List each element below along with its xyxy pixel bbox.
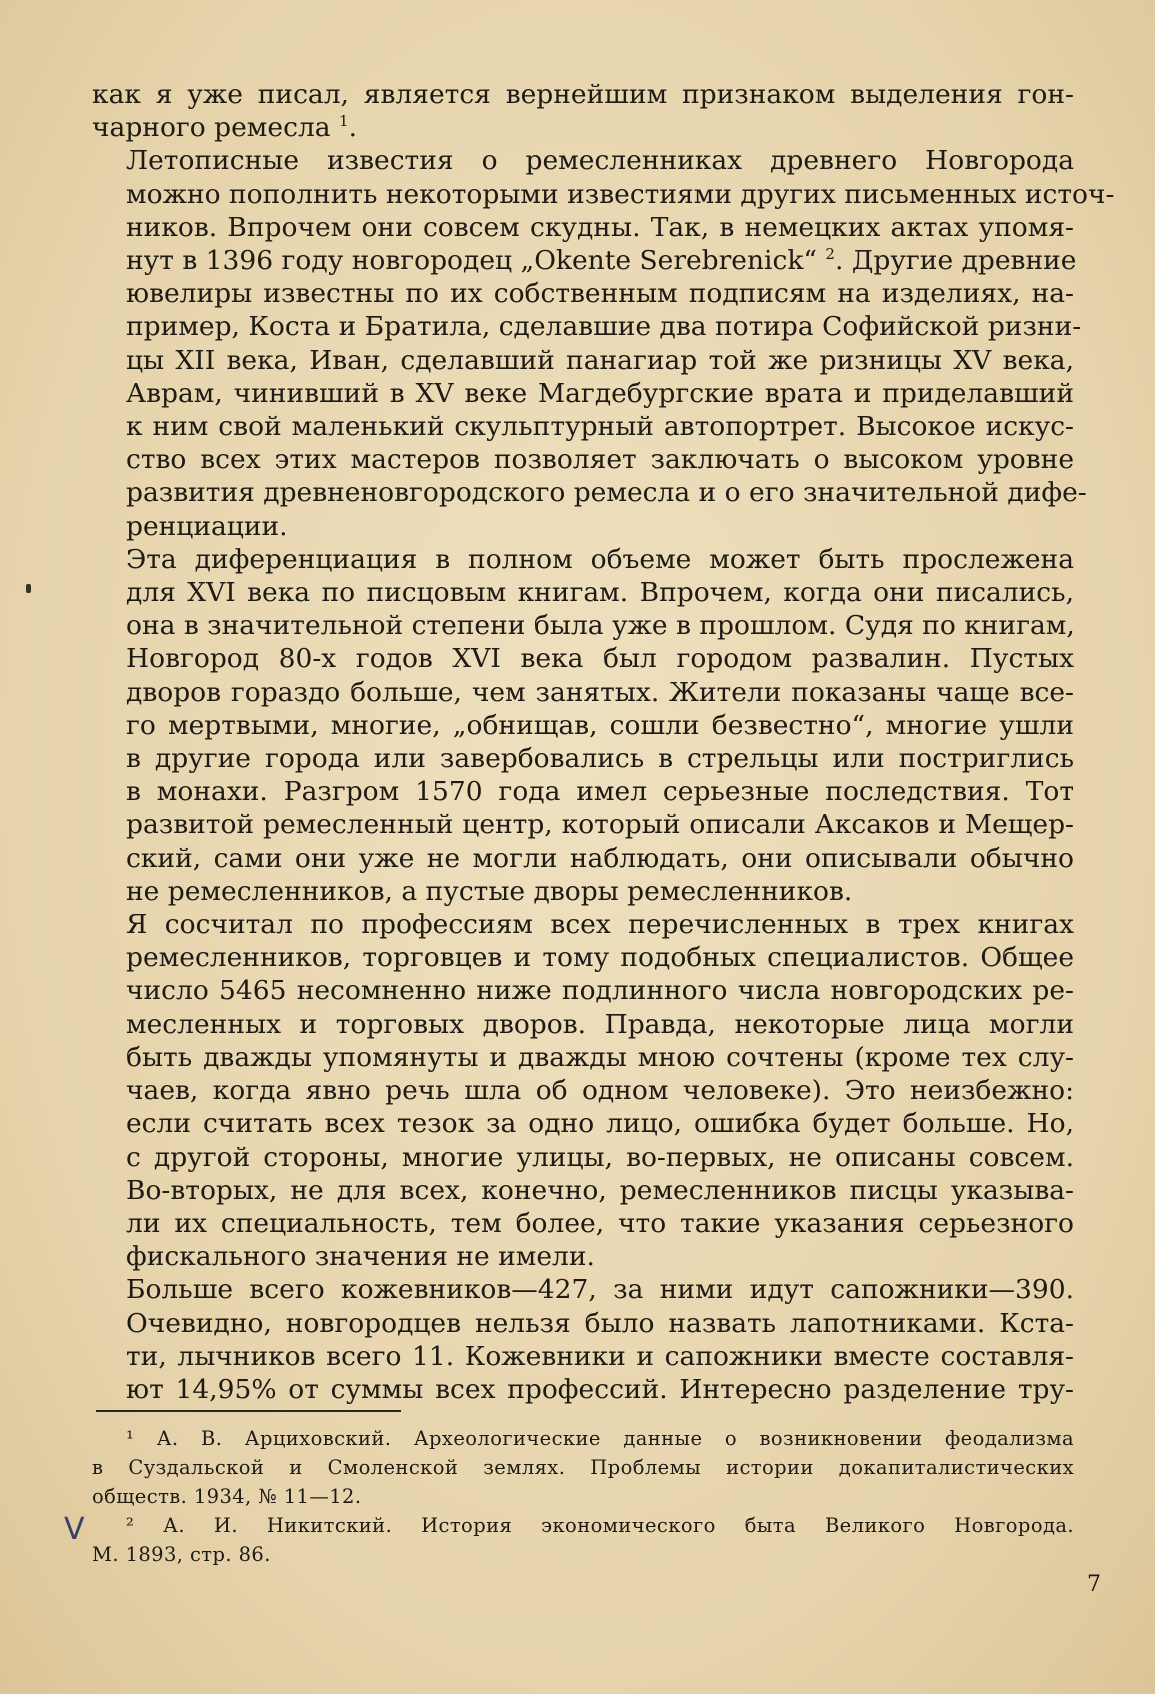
text-line: развития древненовгородского ремесла и о его значительной дифе- <box>126 477 1087 509</box>
text-line: ют 14,95% от суммы всех профессий. Интересно разделение тру- <box>126 1373 1074 1405</box>
text-line: с другой стороны, многие улицы, во-первых, не описаны совсем. <box>126 1141 1074 1173</box>
text-line: ренциации. <box>126 510 288 542</box>
text-line: для XVI века по писцовым книгам. Впрочем, когда они писались, <box>126 577 1074 609</box>
footnote-line: ² А. И. Никитский. История экономического быта Великого Новгорода. <box>126 1514 1074 1537</box>
text-line: ство всех этих мастеров позволяет заключать о высоком уровне <box>126 444 1074 476</box>
text-line: чарного ремесла $^1$. <box>92 112 357 144</box>
text-line: ти, лычников всего 11. Кожевники и сапожники вместе составля- <box>126 1340 1074 1372</box>
text-line: ский, сами они уже не могли наблюдать, они описывали обычно <box>126 842 1074 874</box>
text-line: развитой ремесленный центр, который описали Аксаков и Мещер- <box>126 809 1074 841</box>
paragraph-1 <box>92 78 1074 144</box>
footnotes <box>92 1424 1074 1569</box>
main-text <box>92 78 1115 1406</box>
text-line: ювелиры известны по их собственным подписям на изделиях, на- <box>126 278 1074 310</box>
footnote-2 <box>92 1511 1074 1569</box>
text-line: нут в 1396 году новгородец „Okente Serebrenick“ $^2$. Другие древние <box>126 245 1077 277</box>
text-line: Я сосчитал по профессиям всех перечисленных в трех книгах <box>126 909 1074 941</box>
text-line: быть дважды упомянуты и дважды мною сочтены (кроме тех слу- <box>126 1041 1074 1073</box>
text-line: ников. Впрочем они совсем скудны. Так, в немецких актах упомя- <box>126 211 1074 243</box>
text-line: в другие города или завербовались в стрельцы или постриглись <box>126 743 1074 775</box>
text-line: она в значительной степени была уже в прошлом. Судя по книгам, <box>126 610 1075 642</box>
text-line: чаев, когда явно речь шла об одном человеке). Это неизбежно: <box>126 1075 1074 1107</box>
text-line: ли их специальность, тем более, что такие указания серьезного <box>126 1207 1074 1239</box>
paragraph-3 <box>92 543 1074 908</box>
text-line: число 5465 несомненно ниже подлинного числа новгородских ре- <box>126 975 1074 1007</box>
text-line: го мертвыми, многие, „обнищав, сошли безвестно“, многие ушли <box>126 709 1074 741</box>
text-line: фискального значения не имели. <box>126 1241 595 1273</box>
text-line: месленных и торговых дворов. Правда, некоторые лица могли <box>126 1008 1074 1040</box>
margin-dot <box>26 584 31 593</box>
paragraph-5 <box>92 1273 1074 1406</box>
text-line: в монахи. Разгром 1570 года имел серьезные последствия. Тот <box>126 776 1074 808</box>
footnote-line: в Суздальской и Смоленской землях. Проблемы истории докапиталистических <box>92 1456 1074 1479</box>
footnote-ref: 1 <box>339 112 349 131</box>
footnote-line: обществ. 1934, № 11—12. <box>92 1485 362 1508</box>
text-line: Новгород 80-х годов XVI века был городом развалин. Пустых <box>126 643 1074 675</box>
footnote-divider <box>96 1410 401 1412</box>
text-line: если считать всех тезок за одно лицо, ошибка будет больше. Но, <box>126 1108 1074 1140</box>
footnote-line: М. 1893, стр. 86. <box>92 1543 271 1566</box>
paragraph-4 <box>92 908 1074 1273</box>
text-line: дворов гораздо больше, чем занятых. Жители показаны чаще все- <box>126 676 1074 708</box>
page-number: 7 <box>1087 1572 1101 1597</box>
text-line: цы XII века, Иван, сделавший панагиар той же ризницы XV века, <box>126 344 1074 376</box>
text-line: Очевидно, новгородцев нельзя было назвать лапотниками. Кста- <box>126 1307 1074 1339</box>
text-line: к ним свой маленький скульптурный автопортрет. Высокое искус- <box>126 411 1074 443</box>
footnote-1 <box>92 1424 1074 1511</box>
text-line: Больше всего кожевников—427, за ними идут сапожники—390. <box>126 1274 1074 1306</box>
text-line: можно пополнить некоторыми известиями других письменных источ- <box>126 178 1115 210</box>
text-line: как я уже писал, является вернейшим признаком выделения гон- <box>92 79 1074 110</box>
text-line: пример, Коста и Братила, сделавшие два потира Софийской ризни- <box>126 311 1082 343</box>
text-line: Эта диференциация в полном объеме может быть прослежена <box>126 543 1074 575</box>
text-line: Аврам, чинивший в XV веке Магдебургские врата и приделавший <box>126 377 1074 409</box>
text-line: ремесленников, торговцев и тому подобных специалистов. Общее <box>126 942 1074 974</box>
text-line: Летописные известия о ремесленниках древнего Новгорода <box>126 145 1074 177</box>
footnote-line: ¹ А. В. Арциховский. Археологические данные о возникновении феодализма <box>126 1427 1074 1450</box>
text-line: Во-вторых, не для всех, конечно, ремесленников писцы указыва- <box>126 1174 1074 1206</box>
paragraph-2 <box>92 144 1115 542</box>
footnote-ref: 2 <box>825 245 835 264</box>
text-line: не ремесленников, а пустые дворы ремесленников. <box>126 875 853 907</box>
margin-mark: V <box>64 1512 85 1547</box>
